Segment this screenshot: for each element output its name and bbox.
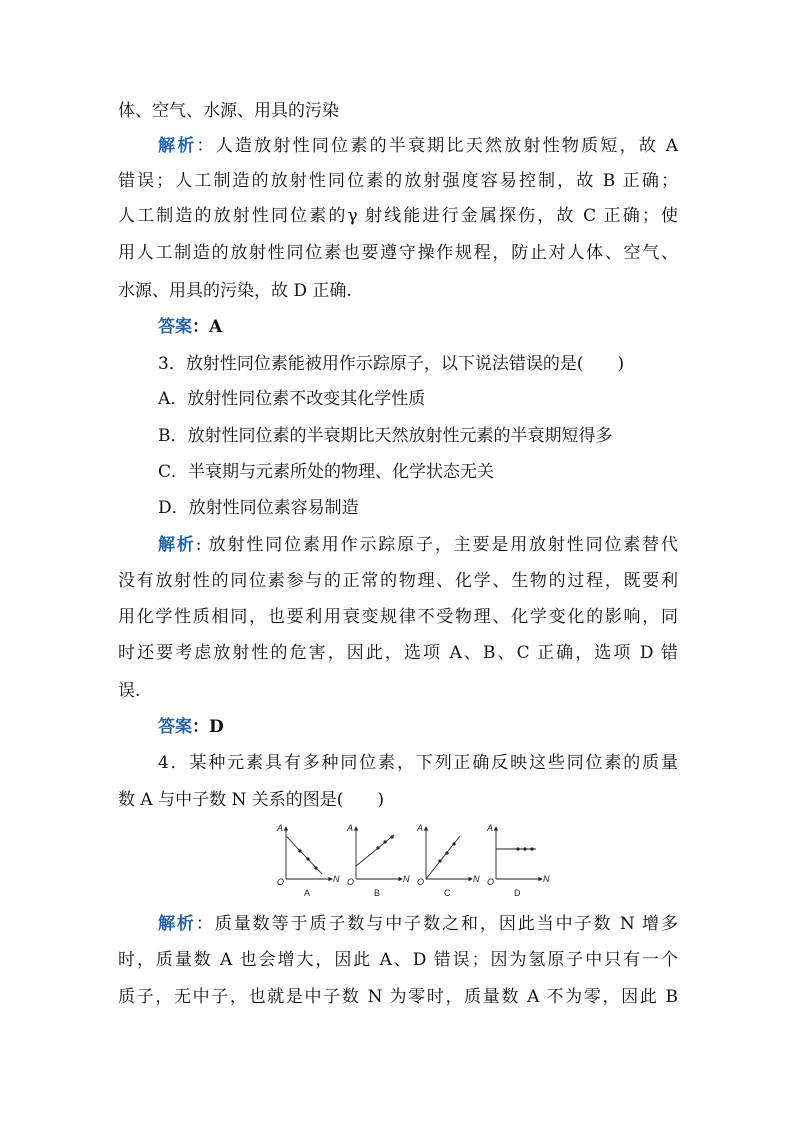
line-text: : 放射性同位素用作示踪原子，主要是用放射性同位素替代 <box>195 535 678 555</box>
line-text: D．放射性同位素容易制造 <box>158 498 359 518</box>
y-axis-label: A <box>417 823 424 833</box>
data-point <box>452 842 455 845</box>
line-text: 水源、用具的污染，故 D 正确. <box>118 281 352 301</box>
line-text: 用人工制造的放射性同位素也要遵守操作规程，防止对人体、空气、 <box>118 243 678 263</box>
graph-a <box>276 823 340 898</box>
line-text: 用化学性质相同，也要利用衰变规律不受物理、化学变化的影响，同 <box>118 607 678 627</box>
text-line-17 <box>118 680 678 702</box>
data-point <box>516 847 519 850</box>
text-line-3 <box>118 170 678 192</box>
graph-options-figure <box>268 822 568 902</box>
analysis-label: 解析 <box>158 914 196 934</box>
graph-label: B <box>374 888 381 898</box>
question-4-cont <box>118 789 678 811</box>
line-text: ：人造放射性同位素的半衰期比天然放射性物质短，故 A <box>196 136 678 156</box>
line-text: 数 A 与中子数 N 关系的图是( ) <box>118 790 385 810</box>
data-point <box>438 859 441 862</box>
question-4 <box>158 752 678 774</box>
graph-b <box>346 823 410 898</box>
data-point <box>376 846 379 849</box>
origin-label: O <box>277 877 285 887</box>
answer-value: ：A <box>192 317 223 337</box>
graph-options-svg <box>268 822 568 902</box>
line-text: 人工制造的放射性同位素的γ 射线能进行金属探伤，故 C 正确；使 <box>118 206 678 226</box>
data-point <box>390 835 393 838</box>
line-text: C．半衰期与元素所处的物理、化学状态无关 <box>158 462 495 482</box>
analysis-label: 解析 <box>158 535 196 555</box>
answer-label: 答案 <box>158 317 192 337</box>
option-3a <box>158 388 678 410</box>
data-point <box>445 851 448 854</box>
line-text: 误. <box>118 681 141 701</box>
origin-label: O <box>417 877 425 887</box>
text-line-23 <box>118 986 678 1008</box>
x-axis-label: N <box>473 874 480 884</box>
origin-label: O <box>347 877 355 887</box>
graph-line <box>426 836 460 879</box>
line-text: 时还要考虑放射性的危害，因此，选项 A、B、C 正确，选项 D 错 <box>118 643 678 663</box>
answer-line-2 <box>158 716 678 738</box>
text-line-4 <box>118 205 678 227</box>
text-line-1 <box>118 100 678 122</box>
analysis-line-3 <box>158 913 678 935</box>
line-text: 体、空气、水源、用具的污染 <box>118 101 339 121</box>
graph-d <box>486 823 550 898</box>
data-point <box>314 866 317 869</box>
x-axis-label: N <box>333 874 340 884</box>
x-axis-label: N <box>543 874 550 884</box>
text-line-5 <box>118 242 678 264</box>
origin-label: O <box>487 877 495 887</box>
graph-label: D <box>514 888 521 898</box>
y-axis-label: A <box>347 823 354 833</box>
answer-label: 答案 <box>158 717 192 737</box>
line-text: ：质量数等于质子数与中子数之和，因此当中子数 N 增多 <box>195 914 678 934</box>
text-line-15 <box>118 606 678 628</box>
line-text: B．放射性同位素的半衰期比天然放射性元素的半衰期短得多 <box>158 426 613 446</box>
analysis-line-1 <box>158 135 678 157</box>
answer-line-1 <box>158 316 678 338</box>
analysis-line-2 <box>158 534 678 556</box>
question-3 <box>158 353 678 375</box>
option-3c <box>158 461 678 483</box>
graph-label: A <box>304 888 311 898</box>
data-point <box>530 847 533 850</box>
line-text: 3．放射性同位素能被用作示踪原子，以下说法错误的是( ) <box>158 354 625 374</box>
graph-line <box>356 835 394 866</box>
graph-c <box>416 823 480 898</box>
x-axis-label: N <box>403 874 410 884</box>
option-3d <box>158 497 678 519</box>
text-line-14 <box>118 570 678 592</box>
option-3b <box>158 425 678 447</box>
y-axis-label: A <box>277 823 284 833</box>
y-axis-label: A <box>487 823 494 833</box>
text-line-6 <box>118 280 678 302</box>
line-text: 质子，无中子，也就是中子数 N 为零时，质量数 A 不为零，因此 B <box>118 987 678 1007</box>
data-point <box>383 840 386 843</box>
line-text: A．放射性同位素不改变其化学性质 <box>158 389 426 409</box>
line-text: 错误；人工制造的放射性同位素的放射强度容易控制，故 B 正确； <box>118 171 678 191</box>
line-text: 4．某种元素具有多种同位素，下列正确反映这些同位素的质量 <box>158 753 678 773</box>
text-line-22 <box>118 949 678 971</box>
graph-label: C <box>444 888 451 898</box>
analysis-label: 解析 <box>158 136 197 156</box>
data-point <box>306 857 309 860</box>
data-point <box>523 847 526 850</box>
line-text: 时，质量数 A 也会增大，因此 A、D 错误；因为氢原子中只有一个 <box>118 950 678 970</box>
line-text: 没有放射性的同位素参与的正常的物理、化学、生物的过程，既要利 <box>118 571 678 591</box>
answer-value: ：D <box>192 717 224 737</box>
data-point <box>298 849 301 852</box>
text-line-16 <box>118 642 678 664</box>
